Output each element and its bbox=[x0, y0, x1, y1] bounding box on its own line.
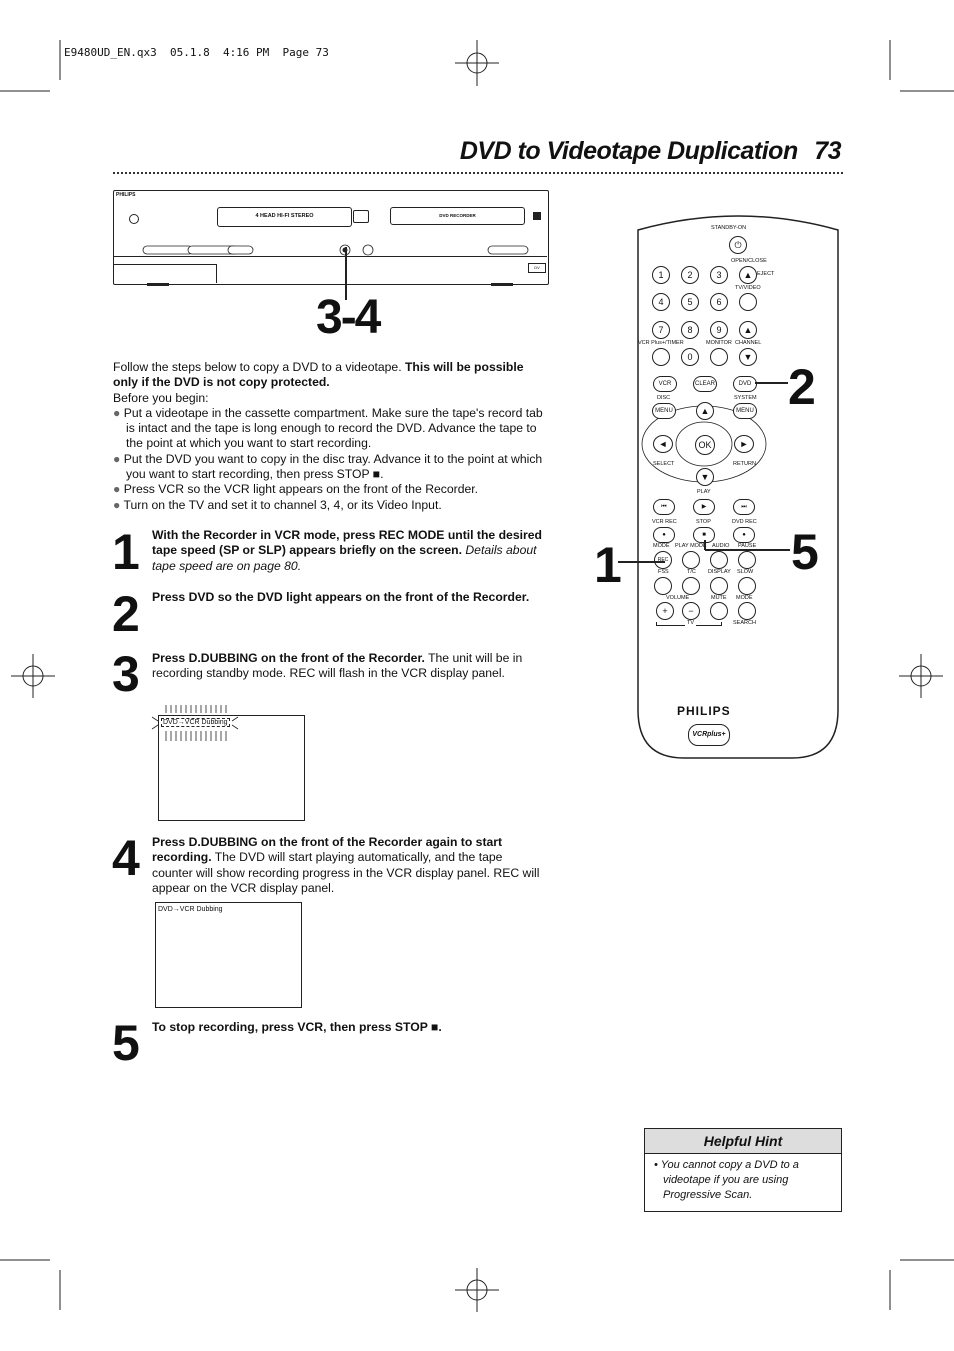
eject-button[interactable] bbox=[353, 210, 369, 223]
intro bbox=[113, 360, 545, 513]
remote-callout-2: 2 bbox=[788, 359, 816, 415]
page-title: DVD to Videotape Duplication bbox=[459, 137, 798, 165]
title-rule bbox=[113, 172, 843, 174]
label-monitor: MONITOR bbox=[706, 340, 732, 346]
bullet-2: ● Put the DVD you want to copy in the disc tray. Advance it to the point at which you want to start recording, then press STOP ■. bbox=[113, 451, 543, 482]
flash-marks bbox=[150, 703, 240, 743]
remote-callout-1: 1 bbox=[594, 537, 622, 593]
label-display: DISPLAY bbox=[708, 569, 731, 575]
step-3: Press D.DUBBING on the front of the Recorder. The unit will be in recording standby mode. REC will flash in the VCR display panel. bbox=[152, 651, 523, 681]
label-play-mode: PLAY MODE bbox=[675, 543, 707, 549]
label-standby: STANDBY-ON bbox=[711, 225, 747, 231]
search-mode-button[interactable] bbox=[738, 602, 756, 620]
label-pause: PAUSE bbox=[738, 543, 757, 549]
label-mode-2: MODE bbox=[736, 595, 753, 601]
vcr-rec-button[interactable]: ● bbox=[653, 527, 675, 543]
step-2: Press DVD so the DVD light appears on the front of the Recorder. bbox=[152, 590, 530, 604]
intro-lead: Follow the steps below to copy a DVD to a videotape. bbox=[113, 360, 405, 374]
label-system: SYSTEM bbox=[734, 395, 757, 401]
bullet-3: ● Press VCR so the VCR light appears on the front of the Recorder. bbox=[113, 482, 479, 497]
standby-button[interactable]: ⏻ bbox=[729, 236, 747, 254]
step-1: With the Recorder in VCR mode, press REC MODE until the desired tape speed (SP or SLP) appears briefly on the screen. Details about tape speed are on page 80. bbox=[152, 528, 542, 573]
digit-3-button[interactable]: 3 bbox=[710, 266, 728, 284]
remote-callout-lines bbox=[610, 370, 810, 580]
front-buttons bbox=[113, 240, 547, 262]
channel-up-button[interactable]: ▲ bbox=[739, 321, 757, 339]
label-disc: DISC bbox=[657, 395, 671, 401]
digit-5-button[interactable]: 5 bbox=[681, 293, 699, 311]
step-number-5: 5 bbox=[112, 1015, 138, 1071]
page-number: 73 bbox=[814, 137, 841, 165]
screen-message-standby: DVD→VCR Dubbing bbox=[163, 719, 228, 726]
previous-button[interactable]: ⏮ bbox=[653, 499, 675, 515]
label-search: SEARCH bbox=[733, 620, 756, 626]
label-open-close: OPEN/CLOSE bbox=[731, 258, 767, 264]
digit-7-button[interactable]: 7 bbox=[652, 321, 670, 339]
vcr-button[interactable]: VCR bbox=[653, 376, 677, 392]
next-button[interactable]: ⏭ bbox=[733, 499, 755, 515]
tv-screen-recording bbox=[155, 902, 302, 1008]
label-vcr-plus: VCR Plus+/TIMER bbox=[638, 340, 684, 346]
channel-down-button[interactable]: ▼ bbox=[739, 348, 757, 366]
digit-2-button[interactable]: 2 bbox=[681, 266, 699, 284]
cassette-slot: 4 HEAD HI-FI STEREO bbox=[217, 207, 352, 227]
label-tc: T/C bbox=[687, 569, 696, 575]
rec-mode-button[interactable]: REC bbox=[654, 551, 672, 569]
dvd-rec-button[interactable]: ● bbox=[733, 527, 755, 543]
volume-down-button[interactable]: − bbox=[682, 602, 700, 620]
right-arrow-button[interactable]: ► bbox=[734, 435, 754, 453]
dvd-button[interactable]: DVD bbox=[733, 376, 757, 392]
volume-up-button[interactable]: + bbox=[656, 602, 674, 620]
screen-message-recording: DVD→VCR Dubbing bbox=[158, 906, 223, 913]
digit-9-button[interactable]: 9 bbox=[710, 321, 728, 339]
digit-6-button[interactable]: 6 bbox=[710, 293, 728, 311]
clear-button[interactable]: CLEAR bbox=[693, 376, 717, 392]
monitor-button[interactable] bbox=[710, 348, 728, 366]
callout-3-4: 3-4 bbox=[316, 291, 380, 344]
eject-button[interactable]: ▲ bbox=[739, 266, 757, 284]
label-tv: TV bbox=[687, 620, 695, 626]
play-button[interactable]: ▶ bbox=[693, 499, 715, 515]
hint-title: Helpful Hint bbox=[645, 1129, 841, 1154]
disc-tray: DVD RECORDER bbox=[390, 207, 525, 225]
label-eject: EJECT bbox=[757, 271, 775, 277]
disc-menu-button[interactable]: MENU bbox=[652, 403, 676, 419]
print-header: E9480UD_EN.qx3 05.1.8 4:16 PM Page 73 bbox=[64, 46, 329, 59]
digit-4-button[interactable]: 4 bbox=[652, 293, 670, 311]
label-vcr-rec: VCR REC bbox=[652, 519, 677, 525]
tv-video-button[interactable] bbox=[739, 293, 757, 311]
label-tv-video: TV/VIDEO bbox=[735, 285, 761, 291]
up-arrow-button[interactable]: ▲ bbox=[696, 402, 714, 420]
label-mute: MUTE bbox=[711, 595, 727, 601]
system-menu-button[interactable]: MENU bbox=[733, 403, 757, 419]
down-arrow-button[interactable]: ▼ bbox=[696, 468, 714, 486]
label-play: PLAY bbox=[697, 489, 711, 495]
label-stop: STOP bbox=[696, 519, 711, 525]
page-title-block bbox=[460, 137, 841, 166]
label-fss: FSS bbox=[658, 569, 669, 575]
digit-0-button[interactable]: 0 bbox=[681, 348, 699, 366]
helpful-hint bbox=[644, 1128, 842, 1212]
label-mode: MODE bbox=[653, 543, 670, 549]
vcr-plus-button[interactable] bbox=[652, 348, 670, 366]
step-5: To stop recording, press VCR, then press STOP ■. bbox=[152, 1020, 442, 1034]
left-arrow-button[interactable]: ◄ bbox=[653, 435, 673, 453]
hint-text: • You cannot copy a DVD to a videotape if you are using Progressive Scan. bbox=[654, 1159, 799, 1201]
label-slow: SLOW bbox=[737, 569, 754, 575]
recorder-brand: PHILIPS bbox=[116, 192, 136, 198]
remote-brand: PHILIPS bbox=[677, 704, 731, 718]
label-channel: CHANNEL bbox=[735, 340, 762, 346]
step-number-2: 2 bbox=[112, 586, 138, 642]
label-dvd-rec: DVD REC bbox=[732, 519, 757, 525]
digit-8-button[interactable]: 8 bbox=[681, 321, 699, 339]
intro-lead-bold: This will be possible only if the DVD is not copy protected. bbox=[113, 360, 524, 390]
bullet-1: ● Put a videotape in the cassette compartment. Make sure the tape's record tab is intact and the tape is long enough to record the DVD. Advance the tape to the point at which you want to start recording. bbox=[113, 405, 543, 451]
label-select: SELECT bbox=[653, 461, 675, 467]
label-audio: AUDIO bbox=[712, 543, 730, 549]
mute-button[interactable] bbox=[710, 602, 728, 620]
before-you-begin: Before you begin: bbox=[113, 390, 209, 405]
digit-1-button[interactable]: 1 bbox=[652, 266, 670, 284]
stop-button[interactable]: ■ bbox=[693, 527, 715, 543]
step-number-3: 3 bbox=[112, 646, 138, 702]
step-number-4: 4 bbox=[112, 830, 138, 886]
bullet-4: ● Turn on the TV and set it to channel 3, 4, or its Video Input. bbox=[113, 497, 442, 512]
vcrplus-logo: VCRplus+ bbox=[688, 724, 730, 746]
label-volume: VOLUME bbox=[666, 595, 690, 601]
label-return: RETURN bbox=[733, 461, 756, 467]
recorder-illustration: PHILIPS 4 HEAD HI-FI STEREO DVD RECORDER DV bbox=[113, 190, 549, 286]
power-button[interactable] bbox=[129, 214, 139, 224]
step-4: Press D.DUBBING on the front of the Recorder again to start recording. The DVD will start playing automatically, and the tape counter will show recording progress in the VCR display panel. REC will appear on the VCR display panel. bbox=[152, 835, 540, 895]
remote-callout-5: 5 bbox=[791, 524, 819, 580]
step-number-1: 1 bbox=[112, 524, 138, 580]
ok-button[interactable]: OK bbox=[695, 435, 715, 455]
